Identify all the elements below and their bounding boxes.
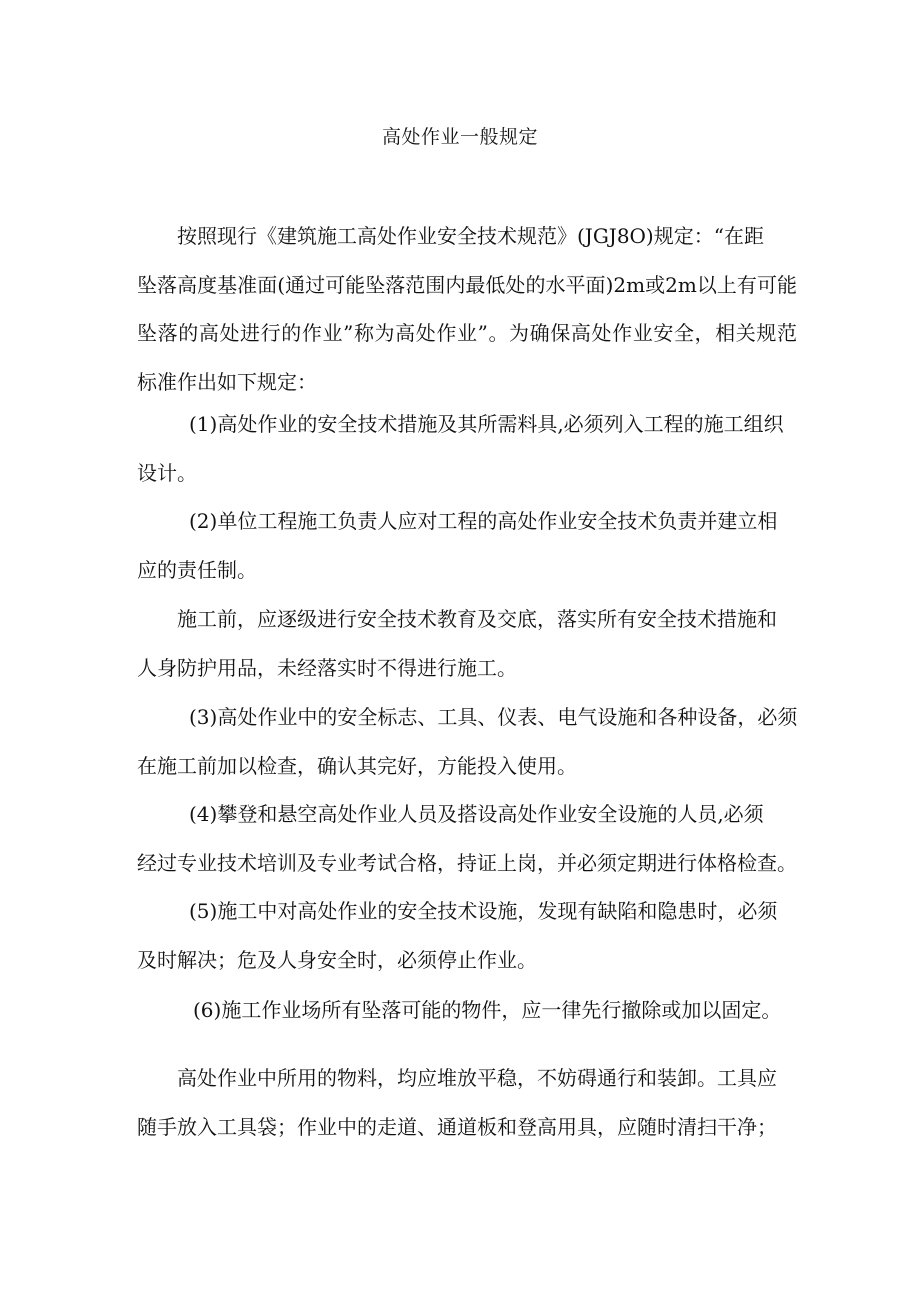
paragraph-first-line: 施工前，应逐级进行安全技术教育及交底，落实所有安全技术措施和 [177, 607, 777, 631]
rule-2-paragraph [137, 497, 797, 594]
intro-paragraph [137, 212, 797, 406]
rule-1-paragraph [137, 400, 797, 497]
document-title: 高处作业一般规定 [381, 126, 538, 148]
rule-5-paragraph [137, 887, 797, 984]
paragraph-continuation: 经过专业技术培训及专业考试合格，持证上岗，并必须定期进行体格检查。 [137, 850, 797, 875]
paragraph-first-line: (5)施工中对高处作业的安全技术设施，发现有缺陷和隐患时，必须 [189, 899, 778, 923]
paragraph-continuation: 设计。 [137, 460, 197, 485]
rule-6-paragraph [137, 986, 797, 1035]
paragraph-first-line: (4)攀登和悬空高处作业人员及搭设高处作业安全设施的人员,必须 [189, 802, 764, 826]
pre-construction-paragraph [137, 595, 797, 692]
paragraph-first-line: (1)高处作业的安全技术措施及其所需料具,必须列入工程的施工组织 [189, 412, 784, 436]
paragraph-continuation: 人身防护用品，未经落实时不得进行施工。 [137, 655, 517, 680]
paragraph-continuation: 在施工前加以检查，确认其完好，方能投入使用。 [137, 753, 577, 778]
paragraph-first-line: 按照现行《建筑施工高处作业安全技术规范》(JGJ8O)规定：“在距 [177, 224, 764, 248]
paragraph-continuation: 坠落高度基准面(通过可能坠落范围内最低处的水平面)2m或2m以上有可能坠落的高处进行的作业”称为高处作业”。为确保高处作业安全，相关规范标准作出如下规定： [137, 272, 797, 394]
paragraph-first-line: (3)高处作业中的安全标志、工具、仪表、电气设施和各种设备，必须 [189, 705, 798, 729]
paragraph-first-line: (6)施工作业场所有坠落可能的物件，应一律先行撤除或加以固定。 [193, 998, 782, 1022]
rule-4-paragraph [137, 790, 797, 887]
paragraph-first-line: (2)单位工程施工负责人应对工程的高处作业安全技术负责并建立相 [189, 509, 778, 533]
paragraph-continuation: 应的责任制。 [137, 557, 257, 582]
paragraph-continuation: 随手放入工具袋；作业中的走道、通道板和登高用具，应随时清扫干净； [137, 1114, 777, 1139]
materials-paragraph [137, 1054, 797, 1151]
rule-3-paragraph [137, 693, 797, 790]
paragraph-first-line: 高处作业中所用的物料，均应堆放平稳，不妨碍通行和装卸。工具应 [177, 1066, 777, 1090]
paragraph-continuation: 及时解决；危及人身安全时，必须停止作业。 [137, 947, 537, 972]
